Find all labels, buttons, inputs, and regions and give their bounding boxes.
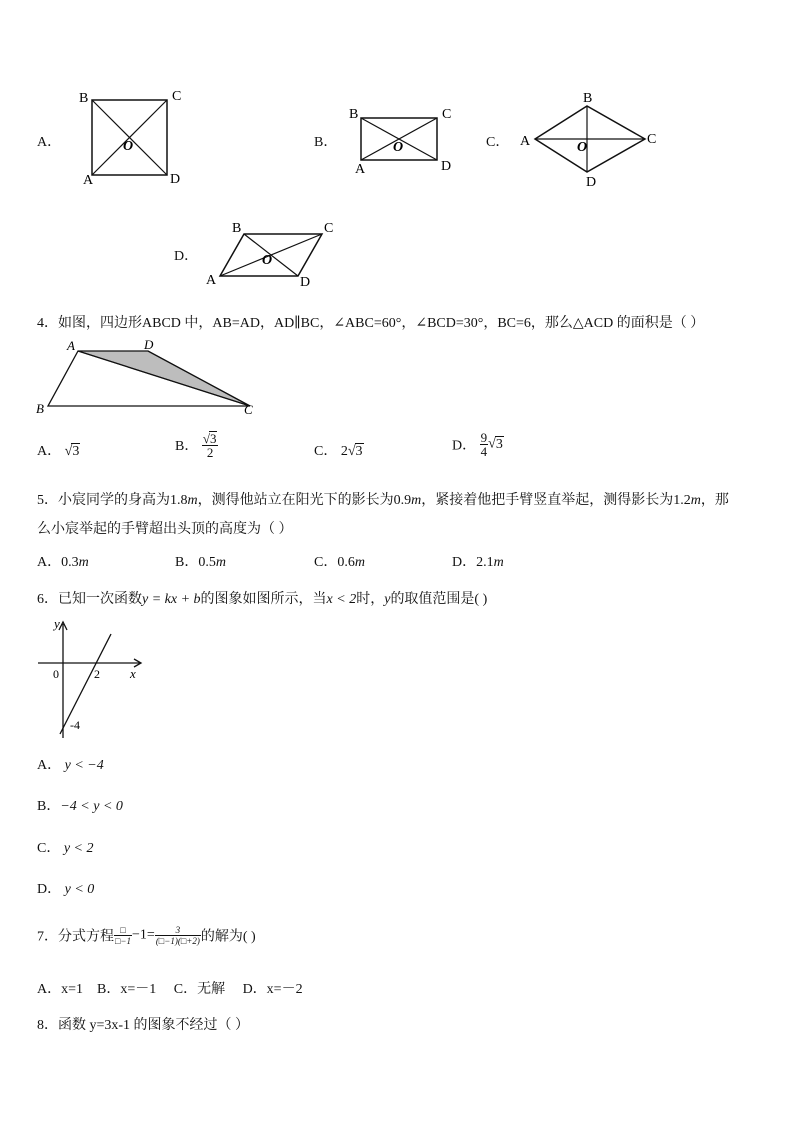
svg-text:A: A <box>83 173 94 186</box>
svg-text:D: D <box>441 159 452 174</box>
q8-stem: 8．函数 y=3x-1 的图象不经过（ ） <box>37 1018 250 1033</box>
svg-text:C: C <box>442 107 452 122</box>
q3-option-c-label: C． <box>486 135 510 150</box>
q5-option-c: C．0.6m <box>314 555 365 570</box>
svg-text:-4: -4 <box>70 718 80 732</box>
svg-text:B: B <box>583 91 593 106</box>
q3-option-b-label: B． <box>314 135 338 150</box>
svg-text:A: A <box>520 134 531 149</box>
q4-option-a: A． √3 <box>37 444 80 459</box>
q3-figure-a-square <box>78 86 188 186</box>
q5-option-b: B．0.5m <box>175 555 226 570</box>
svg-text:A: A <box>206 273 217 288</box>
q4-option-b: B． $\frac{√3}{2}$ <box>175 431 217 460</box>
svg-text:O: O <box>262 253 273 268</box>
q6-option-a: A． y < −4 <box>37 758 104 773</box>
q7-stem: 7．分式方程 $\frac{□}{□-1}$ −1= $\frac{3}{(□-1)(□+2)}$ 的解为( ) <box>37 925 256 946</box>
q6-option-b: B．−4 < y < 0 <box>37 799 123 814</box>
q3-figure-b-rectangle <box>345 102 460 177</box>
svg-text:y: y <box>54 616 60 631</box>
q3-option-d-label: D． <box>174 249 199 264</box>
svg-text:D: D <box>144 337 154 352</box>
svg-text:A: A <box>67 338 75 353</box>
q3-figure-d-parallelogram <box>200 216 345 288</box>
q6-option-d: D． y < 0 <box>37 882 95 897</box>
q7-options: A．x=1 B．x=－1 C．无解 D．x=－2 <box>37 982 303 997</box>
svg-text:C: C <box>324 221 334 236</box>
svg-text:O: O <box>577 140 588 155</box>
svg-text:B: B <box>349 107 359 122</box>
q5-option-a: A．0.3m <box>37 555 89 570</box>
svg-text:C: C <box>647 132 657 147</box>
q5-option-d: D．2.1m <box>452 555 504 570</box>
svg-text:x: x <box>130 666 136 681</box>
svg-text:C: C <box>172 89 182 104</box>
q5-stem-line1: 5．小宸同学的身高为1.8m，测得他站立在阳光下的影长为0.9m，紧接着他把手臂竖直举起，测得影长为1.2m，那 <box>37 493 729 508</box>
svg-text:D: D <box>586 175 597 190</box>
q6-stem: 6．已知一次函数y = kx + b的图象如图所示，当x < 2时，y的取值范围是( ) <box>37 592 488 607</box>
svg-text:B: B <box>232 221 242 236</box>
svg-text:2: 2 <box>94 667 100 681</box>
q4-option-c: C． 2√3 <box>314 444 363 459</box>
svg-text:O: O <box>393 140 404 155</box>
q6-option-c: C． y < 2 <box>37 841 94 856</box>
svg-text:B: B <box>79 91 89 106</box>
q3-figure-c-rhombus <box>515 88 665 192</box>
q5-stem-line2: 么小宸举起的手臂超出头顶的高度为（ ） <box>37 522 293 537</box>
svg-text:0: 0 <box>53 667 59 681</box>
svg-text:D: D <box>300 275 311 288</box>
svg-text:B: B <box>36 401 44 416</box>
q6-graph <box>30 612 150 742</box>
q4-stem: 4．如图，四边形ABCD 中，AB=AD，AD∥BC，∠ABC=60°，∠BCD=30°，BC=6，那么△ACD 的面积是（ ） <box>37 316 705 331</box>
svg-text:D: D <box>170 172 181 186</box>
svg-text:C: C <box>244 402 253 417</box>
q4-option-d: D． $\frac{9}{4}$ √3 <box>452 430 503 459</box>
q3-option-a-label: A． <box>37 135 62 150</box>
q4-figure-trapezoid <box>30 334 265 420</box>
svg-text:A: A <box>355 162 366 177</box>
svg-text:O: O <box>123 139 134 154</box>
